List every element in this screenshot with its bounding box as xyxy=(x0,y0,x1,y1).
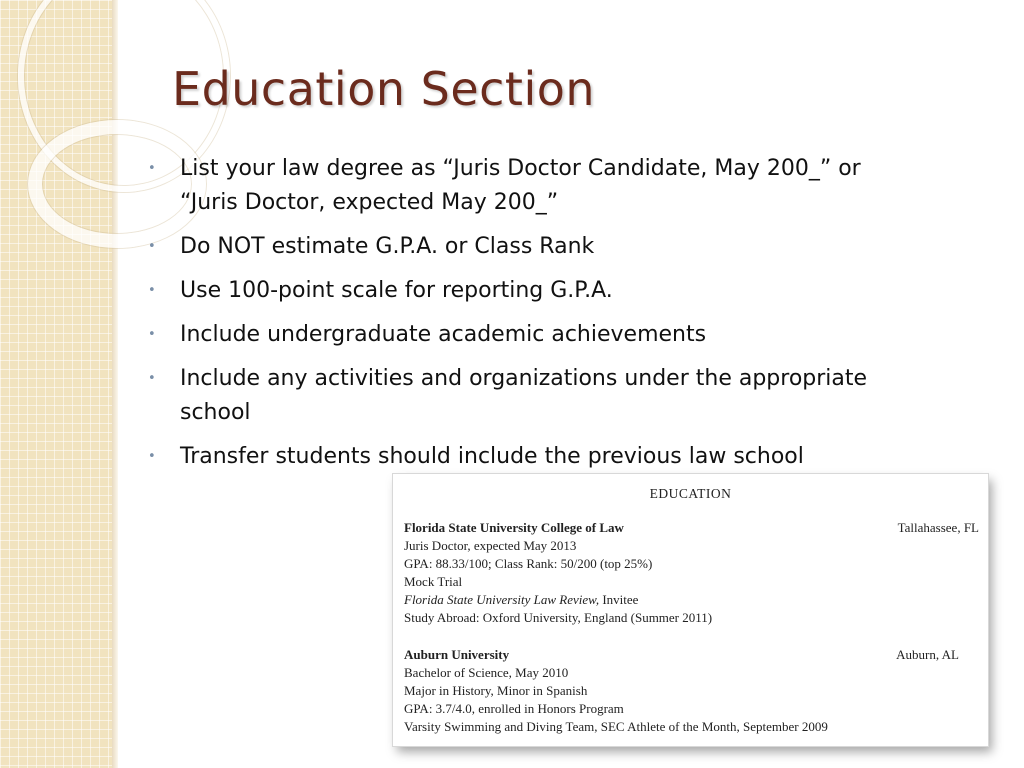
bullet-list xyxy=(146,152,916,484)
bullet-item xyxy=(146,230,916,264)
bullet-item xyxy=(146,274,916,308)
law-review-status: Invitee xyxy=(599,592,639,607)
school-city: Tallahassee, FL xyxy=(897,520,979,535)
bullet-icon: • xyxy=(148,239,156,254)
law-review-line xyxy=(404,592,979,610)
bullet-icon: • xyxy=(148,371,156,386)
school-line: Major in History, Minor in Spanish xyxy=(404,683,588,698)
bullet-text: Transfer students should include the previous law school xyxy=(180,444,804,469)
bullet-icon: • xyxy=(148,327,156,342)
school-line: Varsity Swimming and Diving Team, SEC Athlete of the Month, September 2009 xyxy=(404,719,828,734)
bullet-icon: • xyxy=(148,161,156,176)
slide-title: Education Section xyxy=(172,62,596,116)
bullet-text: List your law degree as “Juris Doctor Candidate, May 200_” or “Juris Doctor, expected May 200_” xyxy=(180,156,861,215)
bullet-icon: • xyxy=(148,283,156,298)
bullet-item xyxy=(146,440,916,474)
school-line: Juris Doctor, expected May 2013 xyxy=(404,538,577,553)
bullet-text: Include any activities and organizations under the appropriate school xyxy=(180,366,868,425)
resume-excerpt-image xyxy=(393,474,988,746)
resume-section-heading: EDUCATION xyxy=(649,486,732,501)
school-line: Mock Trial xyxy=(404,574,463,589)
school-entry-auburn xyxy=(404,647,979,737)
school-name: Florida State University College of Law xyxy=(404,520,624,535)
law-review-title: Florida State University Law Review, xyxy=(404,592,600,607)
school-name: Auburn University xyxy=(404,647,510,662)
bullet-item xyxy=(146,362,916,430)
school-entry-fsu xyxy=(404,520,979,628)
bullet-icon: • xyxy=(148,449,156,464)
bullet-text: Use 100-point scale for reporting G.P.A. xyxy=(180,278,613,303)
school-line: GPA: 3.7/4.0, enrolled in Honors Program xyxy=(404,701,624,716)
study-abroad-line: Study Abroad: Oxford University, England (Summer 2011) xyxy=(404,610,713,625)
bullet-item xyxy=(146,152,916,220)
school-city: Auburn, AL xyxy=(896,647,959,662)
bullet-text: Include undergraduate academic achievements xyxy=(180,322,707,347)
school-line: GPA: 88.33/100; Class Rank: 50/200 (top 25%) xyxy=(404,556,653,571)
school-line: Bachelor of Science, May 2010 xyxy=(404,665,569,680)
bullet-text: Do NOT estimate G.P.A. or Class Rank xyxy=(180,234,595,259)
bullet-item xyxy=(146,318,916,352)
